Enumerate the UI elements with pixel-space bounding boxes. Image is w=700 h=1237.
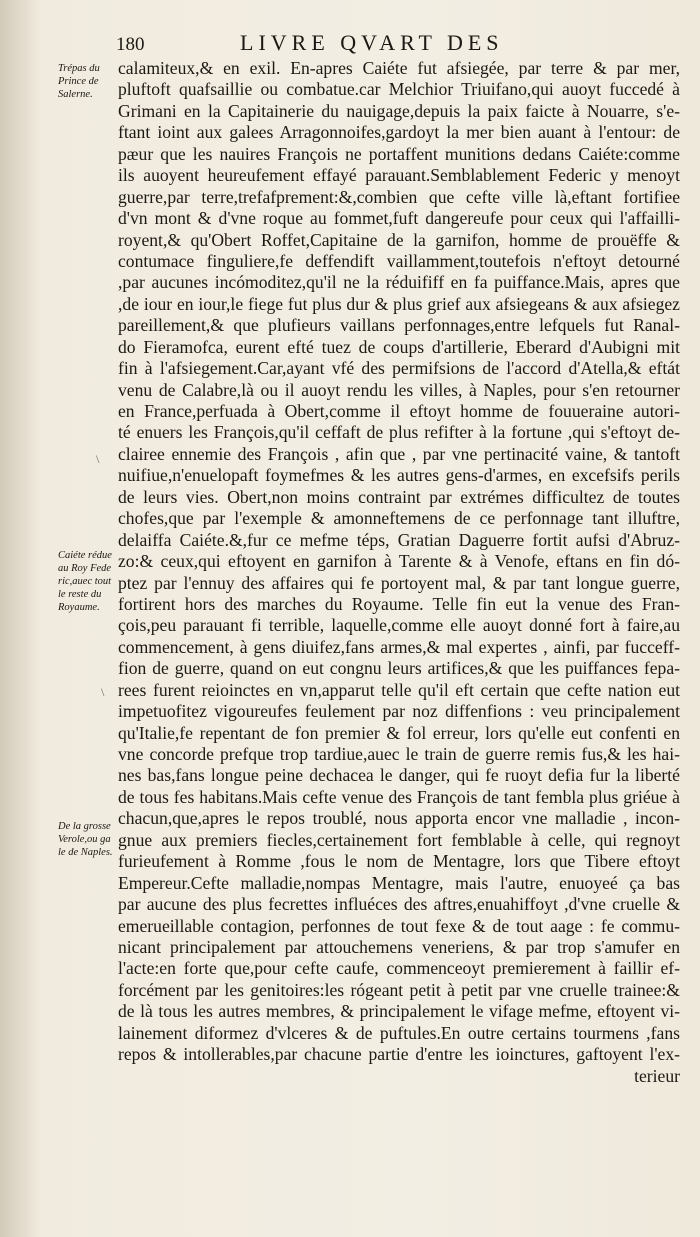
text-line: de leurs vies. Obert,non moins contraint par extrémes difficultez de toutes [118, 486, 680, 507]
text-line: fortirent hors des marches du Royaume. Telle fin eut la venue des Fran- [118, 593, 680, 614]
text-line: fion de guerre, quand on eut congnu leurs artifices,& que les puiffances fepa- [118, 658, 680, 679]
text-line: çois,peu parauant fi terrible, laquelle,comme elle auoyt donné fort à faire,au [118, 615, 680, 636]
text-line: ,par aucunes incómoditez,qu'il ne la réduififf en fa puiffance.Mais, apres que [118, 272, 680, 293]
margin-note-caiete-rendue [58, 549, 122, 614]
margin-note-line: Verole,ou ga [58, 834, 111, 845]
page-header [116, 22, 676, 55]
text-line: en France,perfuada à Obert,comme il eftoyt homme de fouueraine autori- [118, 401, 680, 421]
text-line: ils auoyent heureufement effayé parauant.Semblablement Federic y menoyt [118, 165, 680, 186]
text-line: guerre,par terre,trefafprement:&,combien que cefte ville là,eftant fortifiee [118, 186, 680, 207]
text-line: ,de iour en iour,le fiege fut plus dur & plus grief aux afsiegeans & aux afsiegez [118, 293, 680, 314]
text-line: pæur que les nauires François ne portaffent munitions dedans Caiéte:comme [118, 143, 680, 164]
text-line: zo:& ceux,qui eftoyent en garnifon à Tarente & à Venofe, eftans en fin dó- [118, 551, 680, 572]
margin-note-line: Caiéte rédue [58, 550, 112, 561]
running-title: LIVRE QVART DES [240, 30, 504, 55]
margin-note-grosse-verole [58, 820, 122, 859]
text-line: pluftoft quafsaillie ou combatue.car Melchior Triuifano,qui auoyt fuccedé à [118, 79, 680, 100]
text-line: de là tous les autres membres, & principalement le vifage mefme, eftoyent vi- [118, 1001, 680, 1022]
text-line: lainement diformez d'vlceres & de puftules.En outre certains tourmens ,fans [118, 1022, 680, 1043]
text-line: l'acte:en forte que,pour cefte caufe, commenceoyt premierement à faillir ef- [118, 958, 680, 979]
text-line: gnue aux premiers fiecles,certainement fort femblable à celle, qui regnoyt [118, 829, 680, 850]
text-line: de tous fes habitans.Mais cefte venue des François de tant fembla plus griéue à [118, 786, 680, 807]
text-line: ptez par l'ennuy des affaires qui fe portoyent mal, & par tant longue guerre, [118, 572, 680, 593]
text-line: emerueillable contagion, perfonnes de tout fexe & de tout aage : fe commu- [118, 915, 680, 936]
text-line: vne concorde prefque trop tardiue,auec le train de guerre remis fus,& les hai- [118, 744, 680, 764]
text-line: Empereur.Cefte malladie,nompas Mentagre, mais l'autre, enuoyeé ça bas [118, 872, 680, 893]
gutter-shadow [0, 0, 40, 1237]
text-line: nicant principalement par attouchemens veneriens, & par trop s'amufer en [118, 936, 680, 957]
text-line: impetuofitez vigoureufes feulement par noz diffenfions : veu principalement [118, 701, 680, 722]
text-line: chacun,que,apres le repos troublé, nous apporta encor vne malladie , incon- [118, 808, 680, 829]
margin-note-line: Salerne. [58, 89, 93, 100]
margin-note-trepas [58, 62, 122, 101]
text-line: nuifiue,n'enuelopaft foymefmes & les autres gens-d'armes, en excefsifs perils [118, 465, 680, 486]
margin-note-line: au Roy Fede [58, 563, 112, 574]
text-line: d'vn mont & d'vne roque au fommet,fuft dangereufe pour ceux qui l'affailli- [118, 208, 680, 229]
margin-note-line: ric,auec tout [58, 576, 112, 587]
margin-mark: \ [101, 685, 105, 699]
margin-note-line: le de Naples. [58, 847, 113, 858]
catchword: terieur [634, 1065, 680, 1086]
text-line: venu de Calabre,là ou il auoyt rendu les villes, à Naples, pour s'en retourner [118, 379, 680, 400]
text-line: furieufement à Romme ,fous le nom de Mentagre, lors que Tibere eftoyt [118, 851, 680, 872]
text-line: calamiteux,& en exil. En-apres Caiéte fut afsiegée, par terre & par mer, [118, 58, 680, 78]
text-line: chofes,que par l'exemple & amonneftemens de ce perfonnage tant illuftre, [118, 508, 680, 529]
margin-note-line: Trépas du [58, 63, 100, 74]
margin-mark: \ [96, 452, 100, 466]
text-line: pareillement,& que plufieurs vaillans perfonnages,entre lefquels fut Ranal- [118, 315, 680, 336]
text-line: ftant ioint aux galees Arragonnoifes,gardoyt la mer bien auant à l'entour: de [118, 122, 680, 143]
text-line: té enuers les François,qu'il ceffaft de plus refifter à la fortune ,qui s'eftoyt de- [118, 422, 680, 443]
margin-note-line: Royaume. [58, 602, 100, 613]
folio-number: 180 [116, 34, 145, 55]
text-line: commencement, à gens diuifez,fans armes,& mal expertes , ainfi, par fucceff- [118, 636, 680, 657]
text-line: royent,& qu'Obert Roffet,Capitaine de la garnifon, homme de prouëffe & [118, 229, 680, 250]
text-line: rees furent reioinctes en vn,apparut telle qu'il eft certain que cefte nation eut [118, 679, 680, 700]
text-line: nes bas,fans longue peine dechacea le danger, qui fe ruoyt defia fur la liberté [118, 765, 680, 786]
text-line: qu'Italie,fe repentant de fon premier & fol erreur, lors qu'elle eut confenti en [118, 722, 680, 743]
text-line: par aucune des plus fecrettes influéces des aftres,enuahiffoyt ,d'vne cruelle & [118, 894, 680, 915]
text-line: contumace finguliere,fe deffendift vaillamment,toutefois n'eftoyt detourné [118, 250, 680, 271]
text-line: repos & intollerables,par chacune partie d'entre les ioinctures, gaftoyent l'ex- [118, 1044, 680, 1065]
text-line: do Fieramofca, eurent efté tuez de coups d'artillerie, Eberard d'Aubigni mit [118, 336, 680, 357]
body-text [118, 58, 680, 1087]
margin-note-line: De la grosse [58, 821, 111, 832]
text-line: Grimani en la Capitainerie du nauigage,depuis la paix faicte à Nouarre, s'e- [118, 100, 680, 121]
text-line: clairee ennemie des François , afin que , par vne pertinacité vaine, & tantoft [118, 443, 680, 464]
text-line: forcément par les genitoires:les rógeant petit à petit par vne cruelle trainee:& [118, 979, 680, 1000]
text-line: delaiffa Caiéte.&,fur ce mefme téps, Gratian Daguerre fortit aufsi d'Abruz- [118, 529, 680, 550]
text-line: fin à l'afsiegement.Car,ayant vfé des permifsions de l'accord d'Atella,& eftát [118, 358, 680, 379]
margin-note-line: Prince de [58, 76, 99, 87]
margin-note-line: le reste du [58, 589, 102, 600]
